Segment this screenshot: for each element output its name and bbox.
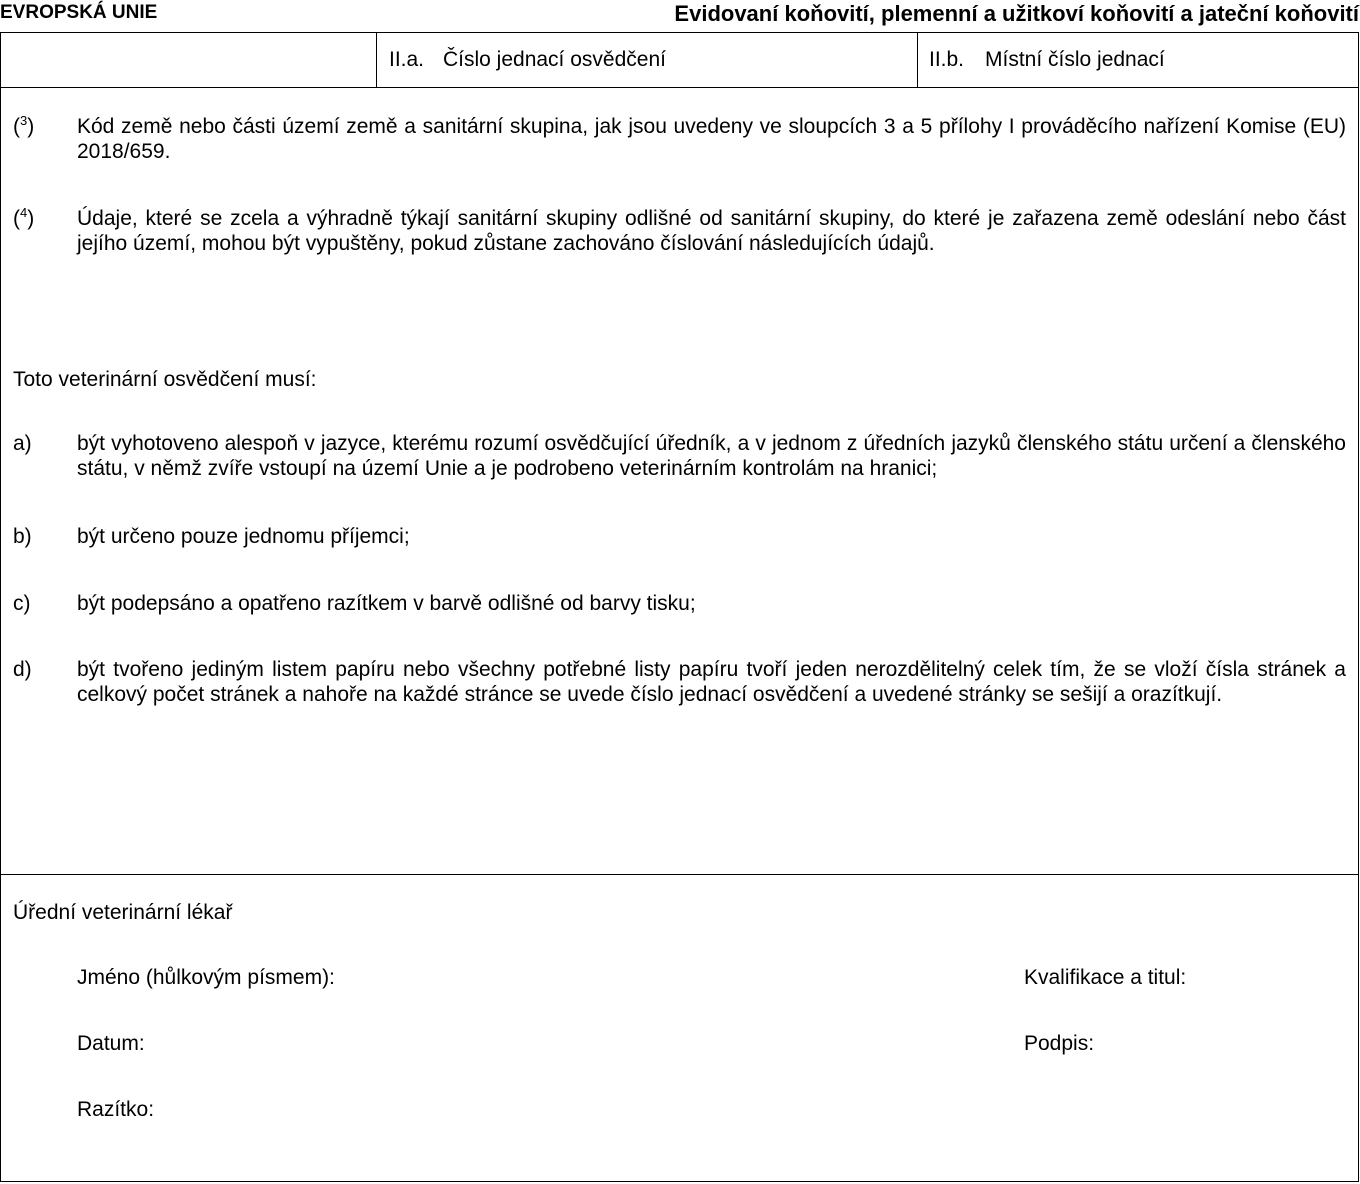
requirement-b <box>13 524 1346 549</box>
official-veterinarian-title: Úřední veterinární lékař <box>13 901 233 924</box>
signature-section <box>1 875 1358 1181</box>
reference-number-row <box>1 33 1358 88</box>
header-region-label: EVROPSKÁ UNIE <box>0 2 158 23</box>
requirement-marker: a) <box>13 432 32 455</box>
reference-a-code: II.a. <box>389 48 425 71</box>
date-label: Datum: <box>77 1032 145 1055</box>
requirement-a <box>13 431 1346 481</box>
signature-label: Podpis: <box>1024 1032 1095 1055</box>
footnote-marker: ($^4$) <box>13 205 35 230</box>
qualification-label: Kvalifikace a titul: <box>1024 966 1187 989</box>
certificate-frame <box>0 32 1359 1182</box>
reference-a-label: Číslo jednací osvědčení <box>443 48 666 71</box>
requirement-marker: d) <box>13 658 32 681</box>
notes-section <box>1 88 1358 875</box>
requirement-d <box>13 657 1346 707</box>
requirement-text: být určeno pouze jednomu příjemci; <box>77 525 410 548</box>
local-reference-cell <box>917 33 1358 87</box>
requirement-text: být podepsáno a opatřeno razítkem v barvě odlišné od barvy tisku; <box>77 592 696 615</box>
requirement-marker: c) <box>13 592 31 615</box>
requirement-c <box>13 591 1346 616</box>
requirements-intro: Toto veterinární osvědčení musí: <box>13 368 317 391</box>
requirement-text: být vyhotoveno alespoň v jazyce, kterému rozumí osvědčující úředník, a v jednom z úředních jazyků členského státu určení a členského státu, v němž zvíře vstoupí na území Unie a je podrobeno veterinárním kontrolám na hranici; <box>77 432 1346 480</box>
footnote-text: Údaje, které se zcela a výhradně týkají sanitární skupiny odlišné od sanitární skupiny, do které je zařazena země odeslání nebo část jejího území, mohou být vypuštěny, pokud zůstane zachováno číslování následujících údajů. <box>77 207 1346 255</box>
stamp-label: Razítko: <box>77 1098 155 1121</box>
footnote-4 <box>13 206 1346 256</box>
requirement-marker: b) <box>13 525 32 548</box>
certificate-reference-cell <box>376 33 918 87</box>
certificate-title: Evidovaní koňovití, plemenní a užitkoví koňovití a jateční koňovití <box>674 1 1359 26</box>
footnote-text: Kód země nebo části území země a sanitární skupina, jak jsou uvedeny ve sloupcích 3 a 5 přílohy I prováděcího nařízení Komise (EU) 2018/659. <box>77 115 1346 163</box>
reference-b-label: Místní číslo jednací <box>985 48 1165 71</box>
reference-b-code: II.b. <box>929 48 965 71</box>
name-label: Jméno (hůlkovým písmem): <box>77 966 335 989</box>
footnote-marker: ($^3$) <box>13 113 35 138</box>
requirement-text: být tvořeno jediným listem papíru nebo všechny potřebné listy papíru tvoří jeden nerozdělitelný celek tím, že se vloží čísla stránek a celkový počet stránek a nahoře na každé stránce se uvede číslo jednací osvědčení a uvedené stránky se sešijí a orazítkují. <box>77 658 1346 706</box>
footnote-3 <box>13 114 1346 164</box>
